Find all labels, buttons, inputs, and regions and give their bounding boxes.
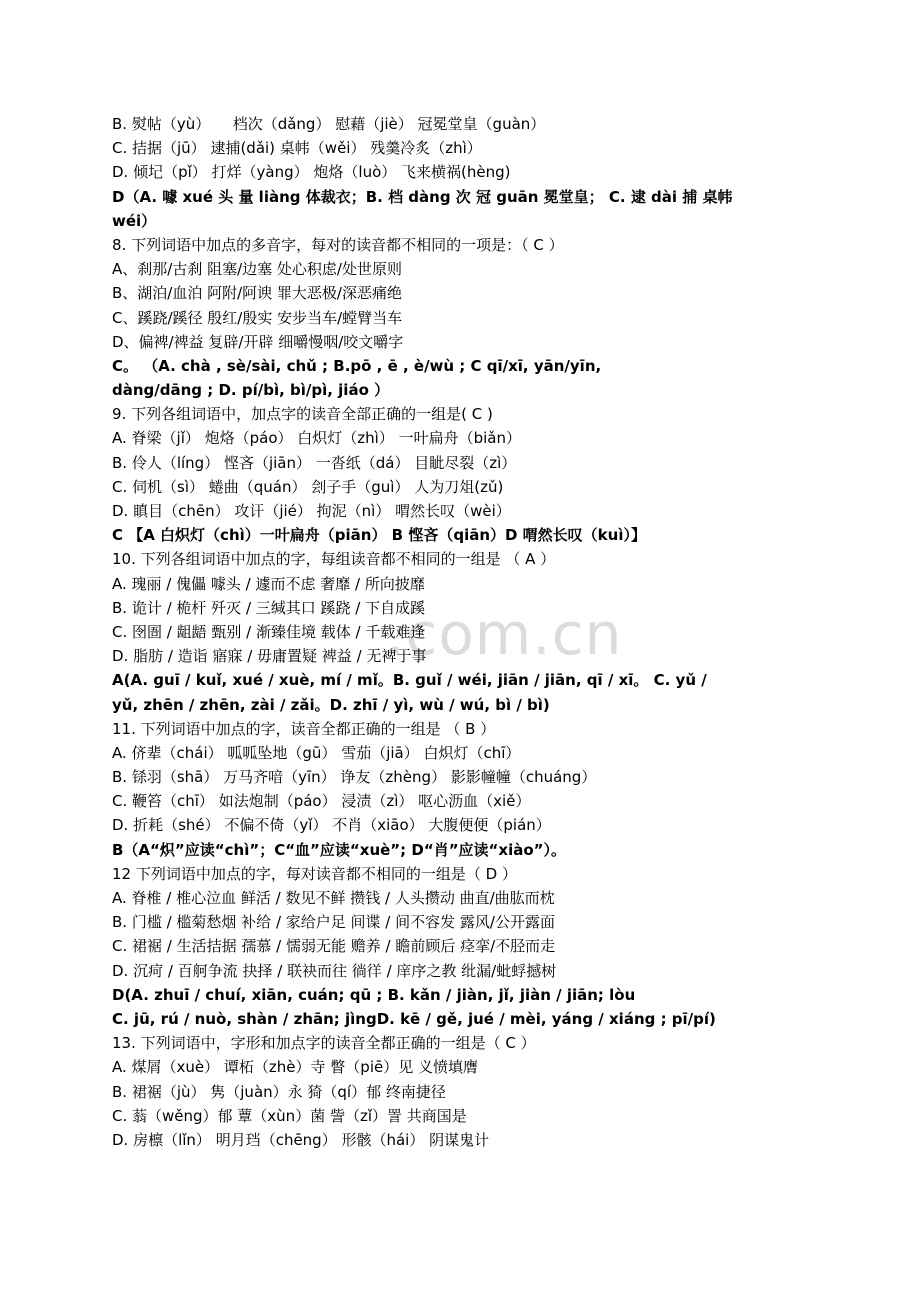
text-line: 10. 下列各组词语中加点的字，每组读音都不相同的一组是 （ A ） [112,550,556,569]
answer-line: dàng/dāng ; D. pí/bì, bì/pì, jiáo ） [112,381,390,400]
text-line: 13. 下列词语中，字形和加点字的读音全都正确的一组是（ C ） [112,1034,536,1053]
text-line: D. 倾圮（pǐ） 打烊（yàng） 炮烙（luò） 飞来横祸(hèng) [112,163,511,182]
answer-line: A(A. ɡuī / kuǐ, xué / xuè, mí / mǐ。B. ɡuǐ / wéi, jiān / jiān, qī / xī。 C. yǔ / [112,671,707,690]
watermark: .com.cn [386,600,623,668]
text-line: C. 蓊（wěng）郁 蕈（xùn）菌 訾（zǐ）詈 共商国是 [112,1106,467,1125]
text-line: C. 鞭笞（chī） 如法炮制（páo） 浸渍（zì） 呕心沥血（xiě） [112,792,531,811]
text-line: 12 下列词语中加点的字，每对读音都不相同的一组是（ D ） [112,864,517,883]
text-line: D、偏裨/裨益 复辟/开辟 细嚼慢咽/咬文嚼字 [112,332,404,351]
answer-line: C。 （A. chà , sè/sài, chǔ ; B.pō , ē , è/wù ; C qī/xī, yān/yīn, [112,356,602,375]
text-line: C. 伺机（sì） 蜷曲（quán） 刽子手（guì） 人为刀俎(zǔ) [112,477,504,496]
answer-line: B（A“炽”应读“chì”；C“血”应读“xuè”; D“肖”应读“xiào”）。 [112,840,567,859]
text-line: B. 熨帖（yù） 档次（dǎng） 慰藉（jiè） 冠冕堂皇（guàn） [112,115,546,133]
text-line: 8. 下列词语中加点的多音字，每对的读音都不相同的一项是：（ C ） [112,235,564,254]
answer-line: C 【A 白炽灯（chì）一叶扁舟（piān） B 悭吝（qiān）D 喟然长叹（kuì）】 [112,526,646,545]
answer-line: C. jū, rú / nuò, shàn / zhān; jìngD. kē / gě, jué / mèi, yáng / xiáng ; pī/pí) [112,1009,716,1028]
text-line: C. 裙裾 / 生活拮据 孺慕 / 懦弱无能 赡养 / 瞻前顾后 痉挛/不胫而走 [112,937,556,956]
answer-line: yǔ, zhēn / zhēn, zài / zǎi。D. zhī / yì, wù / wú, bì / bì) [112,695,550,714]
text-line: D. 脂肪 / 造诣 寤寐 / 毋庸置疑 裨益 / 无裨于事 [112,647,427,666]
text-line: 9. 下列各组词语中，加点字的读音全部正确的一组是( C ) [112,405,493,424]
text-line: D. 沉疴 / 百舸争流 抉择 / 联袂而往 徜徉 / 庠序之教 纰漏/蚍蜉撼树 [112,961,557,980]
text-line: B. 裙裾（jù） 隽（juàn）永 猗（qí）郁 终南捷径 [112,1082,446,1101]
text-line: B. 门槛 / 槛菊愁烟 补给 / 家给户足 间谍 / 间不容发 露风/公开露面 [112,913,555,932]
text-line: 11. 下列词语中加点的字，读音全都正确的一组是 （ B ） [112,719,496,738]
text-line: B. 伶人（líng） 悭吝（jiān） 一沓纸（dá） 目眦尽裂（zì） [112,453,517,472]
answer-line: D（A. 噱 xué 头 量 liàng 体裁衣；B. 档 dàng 次 冠 guān 冕堂皇； C. 逮 dài 捕 桌帏 [112,187,733,206]
text-line: C、蹊跷/蹊径 殷红/殷实 安步当车/螳臂当车 [112,308,403,327]
text-line: B、湖泊/血泊 阿附/阿谀 罪大恶极/深恶痛绝 [112,284,402,303]
text-line: C. 囹圄 / 龃龉 甄别 / 渐臻佳境 载体 / 千载难逢 [112,622,426,641]
text-line: D. 房檩（lǐn） 明月珰（chēng） 形骸（hái） 阴谋鬼计 [112,1130,490,1149]
text-line: A. 脊椎 / 椎心泣血 鲜活 / 数见不鲜 攒钱 / 人头攒动 曲直/曲肱而枕 [112,889,555,907]
text-line: B. 诡计 / 桅杆 歼灭 / 三缄其口 蹊跷 / 下自成蹊 [112,598,426,617]
text-line: A. 侪辈（chái） 呱呱坠地（gū） 雪茄（jiā） 白炽灯（chī） [112,743,521,762]
text-line: A. 瑰丽 / 傀儡 噱头 / 遽而不虑 奢靡 / 所向披靡 [112,574,425,593]
text-line: A. 煤屑（xuè） 谭柘（zhè）寺 瞥（piē）见 义愤填膺 [112,1058,478,1077]
text-line: C. 拮据（jū） 逮捕(dǎi) 桌帏（wěi） 残羹冷炙（zhì） [112,139,482,158]
answer-line: wéi） [112,211,157,230]
text-line: A. 脊梁（jǐ） 炮烙（páo） 白炽灯（zhì） 一叶扁舟（biǎn） [112,429,522,448]
text-line: B. 铩羽（shā） 万马齐喑（yīn） 诤友（zhèng） 影影幢幢（chuáng） [112,768,597,787]
document-body [112,112,812,1152]
answer-line: D(A. zhuī / chuí, xiān, cuán; qū ; B. kǎn / jiàn, jǐ, jiàn / jiān; lòu [112,985,636,1004]
text-line: A、刹那/古刹 阻塞/边塞 处心积虑/处世原则 [112,260,402,279]
text-line: D. 折耗（shé） 不偏不倚（yǐ） 不肖（xiāo） 大腹便便（pián） [112,816,551,835]
text-line: D. 瞋目（chēn） 攻讦（jié） 拘泥（nì） 喟然长叹（wèi） [112,502,511,520]
